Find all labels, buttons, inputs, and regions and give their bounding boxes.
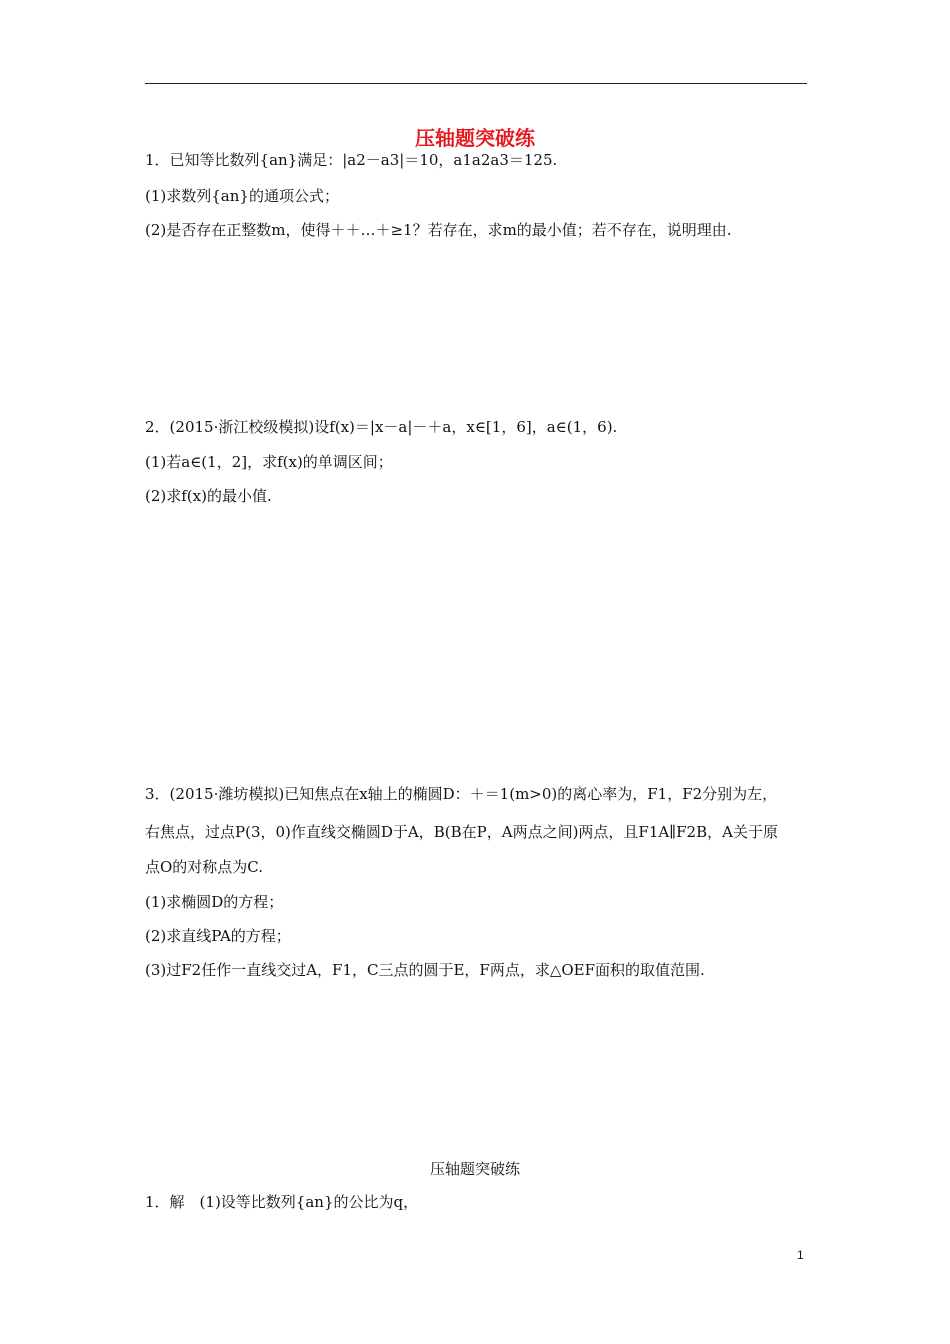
problem-2-part-2: (2)求f(x)的最小值. [145,487,272,505]
problem-3-statement-line-3: 点O的对称点为C. [145,858,264,876]
problem-3-part-3: (3)过F2任作一直线交过A，F1，C三点的圆于E，F两点，求△OEF面积的取值范围. [145,961,705,979]
problem-3-statement-line-2: 右焦点，过点P(3，0)作直线交椭圆D于A，B(B在P，A两点之间)两点，且F1A∥F2B，A关于原 [145,823,778,841]
problem-3-statement-line-1: 3．(2015·潍坊模拟)已知焦点在x轴上的椭圆D：＋＝1(m>0)的离心率为，F1，F2分别为左， [145,785,778,803]
problem-3-part-1: (1)求椭圆D的方程； [145,893,284,911]
problem-3-part-2: (2)求直线PA的方程； [145,927,291,945]
page-title: 压轴题突破练 [415,126,535,150]
problem-1-part-1: (1)求数列{an}的通项公式； [145,187,339,205]
problem-2-statement: 2．(2015·浙江校级模拟)设f(x)＝|x－a|－＋a，x∈[1，6]，a∈(1，6). [145,418,618,436]
header-rule [145,83,807,84]
answer-section-title: 压轴题突破练 [429,1160,520,1178]
problem-1-statement: 1．已知等比数列{an}满足：|a2－a3|＝10，a1a2a3＝125. [145,151,558,169]
answer-1-line-1: 1．解 (1)设等比数列{an}的公比为q， [145,1193,419,1211]
problem-1-part-2: (2)是否存在正整数m，使得＋＋…＋≥1？若存在，求m的最小值；若不存在，说明理由. [145,221,732,239]
problem-2-part-1: (1)若a∈(1，2]，求f(x)的单调区间； [145,453,393,471]
page-number: 1 [797,1248,804,1262]
